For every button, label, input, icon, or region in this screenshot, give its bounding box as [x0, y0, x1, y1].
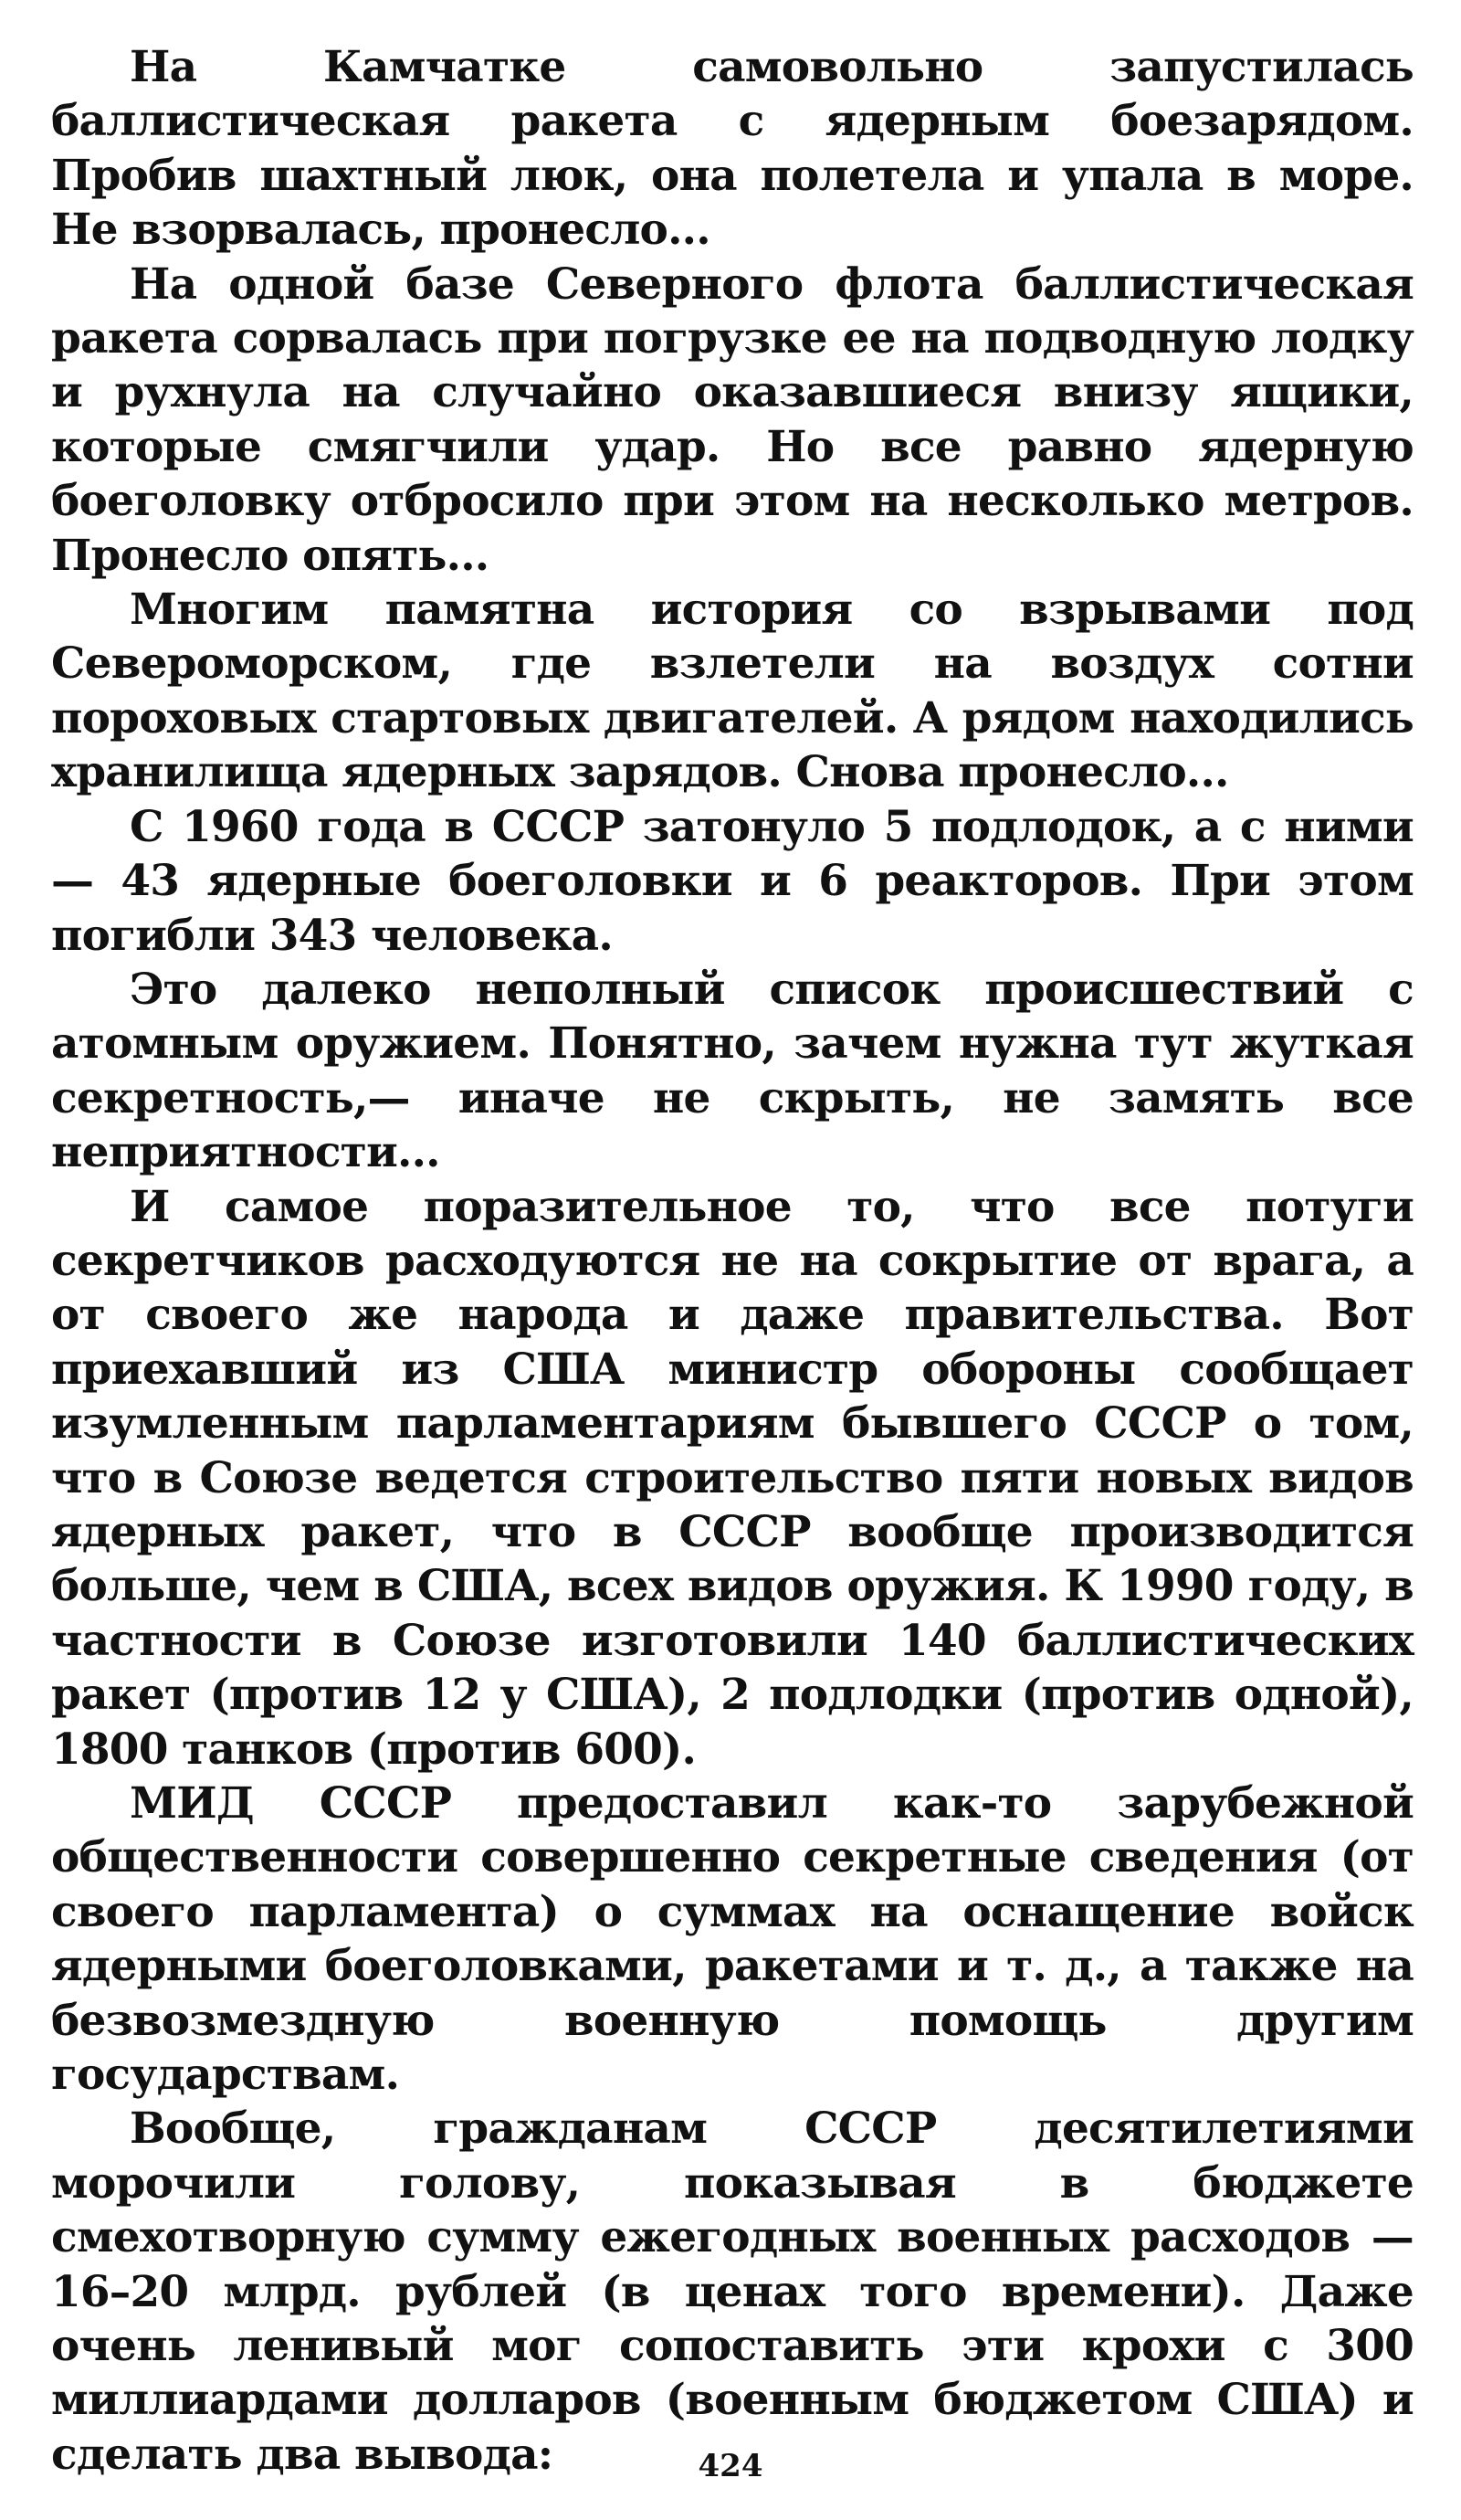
paragraph-2: На одной базе Северного флота баллистическая ракета сорвалась при погрузке ее на подводную лодку и рухнула на случайно оказавшиеся внизу ящики, которые смягчили удар. Но все равно ядерную боеголовку отбросило при этом на несколько метров. Пронесло опять... [51, 258, 1414, 581]
page-body [51, 40, 1414, 2482]
paragraph-5: Это далеко неполный список происшествий с атомным оружием. Понятно, зачем нужна тут жуткая секретность,— иначе не скрыть, не замять все неприятности... [51, 964, 1414, 1178]
paragraph-8: Вообще, гражданам СССР десятилетиями морочили голову, показывая в бюджете смехотворную сумму ежегодных военных расходов — 16–20 млрд. рублей (в ценах того времени). Даже очень ленивый мог сопоставить эти крохи с 300 миллиардами долларов (военным бюджетом США) и сделать два вывода: [51, 2104, 1414, 2480]
paragraph-6: И самое поразительное то, что все потуги секретчиков расходуются не на сокрытие от врага, а от своего же народа и даже правительства. Вот приехавший из США министр обороны сообщает изумленным парламентариям бывшего СССР о том, что в Союзе ведется строительство пяти новых видов ядерных ракет, что в СССР вообще производится больше, чем в США, всех видов оружия. К 1990 году, в частности в Союзе изготовили 140 баллистических ракет (против 12 у США), 2 подлодки (против одной), 1800 танков (против 600). [51, 1181, 1414, 1775]
paragraph-1: На Камчатке самовольно запустилась баллистическая ракета с ядерным боезарядом. Пробив шахтный люк, она полетела и упала в море. Не взорвалась, пронесло... [51, 42, 1414, 256]
paragraph-7: МИД СССР предоставил как-то зарубежной общественности совершенно секретные сведения (от своего парламента) о суммах на оснащение войск ядерными боеголовками, ракетами и т. д., а также на безвозмездную военную помощь другим государствам. [51, 1778, 1414, 2101]
paragraph-3: Многим памятна история со взрывами под Североморском, где взлетели на воздух сотни пороховых стартовых двигателей. А рядом находились хранилища ядерных зарядов. Снова пронесло... [51, 585, 1414, 798]
paragraph-4: С 1960 года в СССР затонуло 5 подлодок, а с ними — 43 ядерные боеголовки и 6 реакторов. При этом погибли 343 человека. [51, 801, 1414, 961]
page-number: 424 [698, 2448, 763, 2484]
